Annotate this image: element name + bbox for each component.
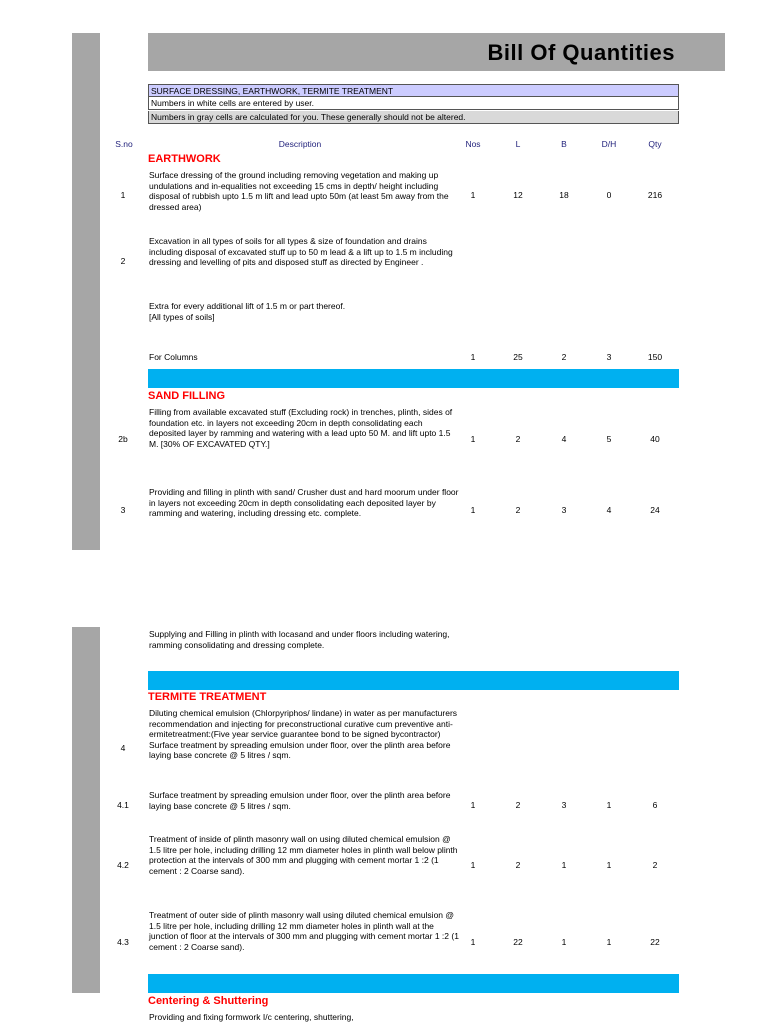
title-bar	[148, 33, 725, 71]
row-1-description: Surface dressing of the ground including removing vegetation and making up undulations and in-equalities not exceeding 15 cms in depth/ height including disposal of rubbish upto 1.5 m lift and lead upto 50m (at least 5m away from the dressed area)	[149, 170, 449, 212]
row-2b-dh[interactable]: 5	[606, 434, 612, 444]
header-qty: Qty	[648, 139, 662, 149]
row-4-1-nos[interactable]: 1	[470, 800, 476, 810]
section-centering-shuttering: Centering & Shuttering	[148, 995, 269, 1007]
row-1-dh[interactable]: 0	[606, 190, 612, 200]
row-2-sno: 2	[120, 256, 126, 266]
row-2-columns-nos[interactable]: 1	[470, 352, 476, 362]
section-sand-filling: SAND FILLING	[148, 390, 225, 402]
row-3b-description: Supplying and Filling in plinth with locasand and under floors including watering, ramming consolidating and dressing complete.	[149, 629, 450, 650]
row-2-columns-description: For Columns	[149, 352, 198, 362]
row-4-1-description: Surface treatment by spreading emulsion under floor, over the plinth area before laying base concrete @ 5 litres / sqm.	[149, 790, 451, 811]
header-l: L	[515, 139, 521, 149]
row-4-3-description: Treatment of outer side of plinth masonry wall using diluted chemical emulsion @ 1.5 litre per hole, including drilling 12 mm diameter holes in plinth wall at the junction of floor at the intervals of 300 mm and plugging with cement mortar 1 :2 (1 cement : 2 Coarse sand).	[149, 910, 459, 952]
row-4-2-l[interactable]: 2	[515, 860, 521, 870]
row-4-3-l[interactable]: 22	[513, 937, 523, 947]
row-4-2-b[interactable]: 1	[561, 860, 567, 870]
info-user-cells: Numbers in white cells are entered by user.	[148, 97, 679, 110]
section-divider-band	[148, 671, 679, 690]
header-nos: Nos	[465, 139, 481, 149]
row-4-description: Diluting chemical emulsion (Chlorpyriphos/ lindane) in water as per manufacturers recommendation and injecting for preconstructional curative cum preventive anti- ermitetreatment:(Five year service guarantee bond to be signed bycontractor) Surface treatment by spreading emulsion under floor, over the plinth area before laying base concrete @ 5 litres / sqm.	[149, 708, 458, 761]
row-2-extra-description: Extra for every additional lift of 1.5 m or part thereof. [All types of soils]	[149, 301, 346, 322]
row-2-columns-dh[interactable]: 3	[606, 352, 612, 362]
sidebar-bar-bottom	[72, 627, 100, 993]
row-2b-nos[interactable]: 1	[470, 434, 476, 444]
row-2-description: Excavation in all types of soils for all types & size of foundation and drains including disposal of excavated stuff up to 50 m lead & a lift up to 1.5 m including dressing and levelling of pits and disposed stuff as directed by Engineer .	[149, 236, 453, 268]
row-1-l[interactable]: 12	[513, 190, 523, 200]
row-2b-l[interactable]: 2	[515, 434, 521, 444]
row-4-1-qty: 6	[652, 800, 658, 810]
row-4-3-dh[interactable]: 1	[606, 937, 612, 947]
row-4-2-dh[interactable]: 1	[606, 860, 612, 870]
row-1-b[interactable]: 18	[559, 190, 569, 200]
row-4-1-b[interactable]: 3	[561, 800, 567, 810]
row-4-1-sno: 4.1	[117, 800, 129, 810]
row-4-1-dh[interactable]: 1	[606, 800, 612, 810]
row-5-description: Providing and fixing formwork I/c centering, shuttering,	[149, 1012, 354, 1022]
section-termite-treatment: TERMITE TREATMENT	[148, 691, 267, 703]
page-title: Bill Of Quantities	[487, 40, 675, 65]
sidebar-bar-top	[72, 33, 100, 550]
info-gray-cells: Numbers in gray cells are calculated for you. These generally should not be altered.	[148, 111, 679, 124]
header-b: B	[561, 139, 567, 149]
row-3-qty: 24	[650, 505, 660, 515]
section-earthwork: EARTHWORK	[148, 153, 221, 165]
row-4-3-b[interactable]: 1	[561, 937, 567, 947]
header-dh: D/H	[601, 139, 617, 149]
row-4-1-l[interactable]: 2	[515, 800, 521, 810]
row-3-nos[interactable]: 1	[470, 505, 476, 515]
row-3-dh[interactable]: 4	[606, 505, 612, 515]
row-3-description: Providing and filling in plinth with sand/ Crusher dust and hard moorum under floor in layers not exceeding 20cm in depth consolidating each deposited layer by ramming and watering, including dressing etc. complete.	[149, 487, 459, 519]
row-4-2-sno: 4.2	[117, 860, 129, 870]
row-2b-qty: 40	[650, 434, 660, 444]
row-4-3-qty: 22	[650, 937, 660, 947]
row-3-l[interactable]: 2	[515, 505, 521, 515]
header-description: Description	[278, 139, 322, 149]
row-2b-description: Filling from available excavated stuff (Excluding rock) in trenches, plinth, sides of foundation etc. in layers not exceeding 20cm in depth consolidating each deposited layer by ramming and watering with a lead upto 50 M. and lift upto 1.5 M. [30% OF EXCAVATED QTY.]	[149, 407, 453, 449]
row-4-3-sno: 4.3	[117, 937, 129, 947]
row-4-3-nos[interactable]: 1	[470, 937, 476, 947]
row-3-b[interactable]: 3	[561, 505, 567, 515]
row-4-2-nos[interactable]: 1	[470, 860, 476, 870]
header-sno: S.no	[115, 139, 133, 149]
section-divider-band	[148, 974, 679, 993]
row-2-columns-qty: 150	[647, 352, 663, 362]
info-scope: SURFACE DRESSING, EARTHWORK, TERMITE TREATMENT	[148, 84, 679, 97]
row-2b-sno: 2b	[118, 434, 128, 444]
row-1-nos[interactable]: 1	[470, 190, 476, 200]
row-1-sno: 1	[120, 190, 126, 200]
row-2-columns-l[interactable]: 25	[513, 352, 523, 362]
row-2b-b[interactable]: 4	[561, 434, 567, 444]
row-4-2-qty: 2	[652, 860, 658, 870]
row-4-2-description: Treatment of inside of plinth masonry wall on using diluted chemical emulsion @ 1.5 litre per hole, including drilling 12 mm diameter holes in plinth wall below plinth protection at the intervals of 300 mm and plugging with cement mortar 1 :2 (1 cement : 2 Coarse sand).	[149, 834, 458, 876]
row-4-sno: 4	[120, 743, 126, 753]
section-divider-band	[148, 369, 679, 388]
row-1-qty: 216	[647, 190, 663, 200]
row-2-columns-b[interactable]: 2	[561, 352, 567, 362]
row-3-sno: 3	[120, 505, 126, 515]
